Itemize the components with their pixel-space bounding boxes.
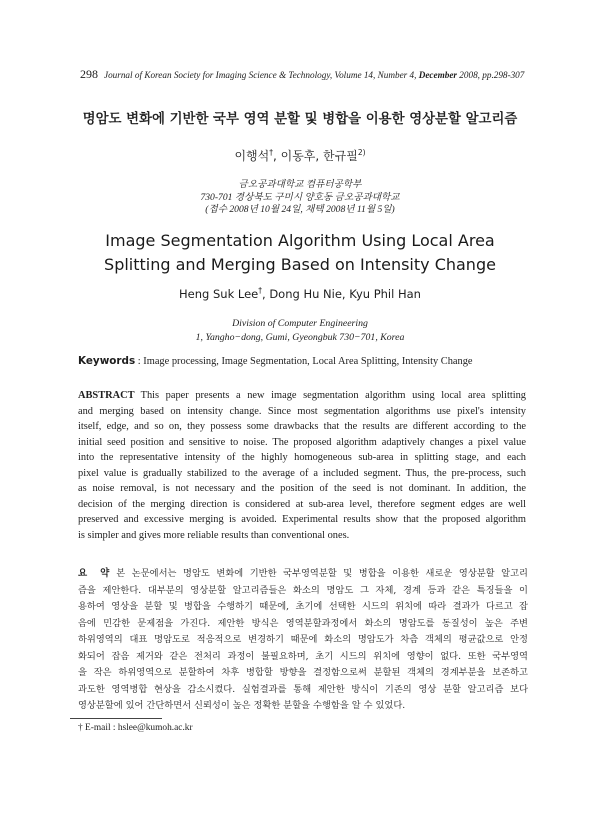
affiliation-line: Division of Computer Engineering [232, 318, 368, 329]
abstract-line: pixel value is gradually stabilized to the average of a included segment. Thus, the pre-process, such [78, 467, 526, 479]
abstract-line: ABSTRACT This paper presents a new image segmentation algorithm using local area splitting [78, 390, 526, 401]
corresponding-mark: † [269, 148, 273, 157]
footnote-email: † E-mail : hslee@kumoh.ac.kr [78, 723, 193, 733]
abstract-line: as noise removal, is not necessary and the position of the seed is not dominant. In addition, the [78, 483, 526, 495]
title-line: Image Segmentation Algorithm Using Local Area [105, 231, 495, 250]
korean-affiliation [0, 179, 600, 217]
korean-abstract-line: 영상분할에 있어 간단하면서 신뢰성이 높은 정확한 분할을 수행함을 알 수 있었다. [78, 700, 406, 711]
received-date: (접수 2008년 10월 24일, 채택 2008년 11월 5일) [205, 204, 395, 216]
abstract-label: ABSTRACT [78, 390, 135, 401]
english-affiliation [0, 317, 600, 345]
abstract-line: into the representative intensity of the highly homogeneous sub-area in splitting stage, and each [78, 452, 526, 464]
affiliation-line: 금오공과대학교 컴퓨터공학부 [238, 179, 362, 190]
korean-abstract-line: 하위영역의 대표 명암도로 적응적으로 변경하기 때문에 화소의 명암도가 차츰 객체의 평균값으로 안정 [78, 634, 528, 645]
keywords-label: Keywords [78, 355, 136, 367]
abstract-line: and merging based on intensity change. Since most segmentation algorithms use pixel's intensity [78, 405, 526, 417]
author-1: 이행석 [234, 149, 270, 163]
english-abstract [78, 388, 526, 543]
korean-abstract-line: 즘을 제안한다. 대부분의 영상분할 알고리즘들은 화소의 명암도 그 자체, 경계 등과 같은 특징들을 이 [78, 584, 528, 596]
author-note-mark: 2) [357, 148, 366, 157]
abstract-line: itself, edge, and so on, they possess some drawbacks that the results are different according to the [78, 421, 526, 433]
abstract-line: decision of the merging direction is considered at sub-area level, therefore segment edges are well [78, 498, 526, 510]
abstract-line: preserved and excessive merging is avoided. Experimental results show that the proposed algorithm [78, 514, 526, 526]
abstract-line: is simpler and gives more reliable results than conventional ones. [78, 529, 350, 541]
korean-abstract-line: 과도한 영역병합 현상을 감소시켰다. 실험결과를 통해 제안한 방식이 기존의 영상 분할 알고리즘 보다 [78, 683, 528, 695]
keywords: Keywords : Image processing, Image Segmentation, Local Area Splitting, Intensity Change [78, 355, 473, 367]
affiliation-line: 1, Yangho−dong, Gumi, Gyeongbuk 730−701, Korea [195, 332, 405, 343]
korean-abstract-label: 요 약 [78, 568, 113, 579]
running-head [80, 67, 540, 82]
author-1: Heng Suk Lee [179, 287, 259, 301]
korean-abstract-line: 음에 민감한 문제점을 가진다. 제안한 방식은 영역분할과정에서 화소의 명암도를 동질성이 높은 주변 [78, 617, 528, 629]
title-line: Splitting and Merging Based on Intensity Change [104, 255, 496, 274]
korean-authors: 이행석†, 이동후, 한규필$^{2)}$ [234, 148, 366, 163]
english-authors: Heng Suk Lee†, Dong Hu Nie, Kyu Phil Han [179, 286, 421, 301]
korean-abstract [78, 566, 528, 715]
affiliation-line: 730-701 경상북도 구미시 양호동 금오공과대학교 [200, 191, 400, 203]
page-number: 298 [80, 67, 98, 81]
korean-title: 명암도 변화에 기반한 국부 영역 분할 및 병합을 이용한 영상분할 알고리즘 [82, 112, 518, 127]
author-3: 한규필 [323, 149, 358, 163]
author-2: 이동후 [280, 149, 316, 163]
english-title [0, 229, 600, 277]
korean-abstract-line: 요 약 본 논문에서는 명암도 변화에 기반한 국부영역분할 및 병합을 이용한 새로운 영상분할 알고리 [78, 568, 528, 579]
abstract-line: initial seed position and sensitive to noise. The proposed algorithm adaptively changes a pixel value [78, 436, 526, 448]
journal-citation: Journal of Korean Society for Imaging Science & Technology, Volume 14, Number 4, December 2008, pp.298-307 [104, 70, 525, 80]
corresponding-mark: † [258, 286, 263, 296]
keywords-text: Image processing, Image Segmentation, Local Area Splitting, Intensity Change [143, 356, 473, 367]
korean-abstract-line: 용하여 영상을 분할 및 병합을 수행하기 때문에, 초기에 선택한 시드의 위치에 따라 결과가 다르고 잡 [78, 601, 528, 612]
footnote-divider [70, 718, 162, 719]
korean-abstract-line: 을 작은 하위영역으로 분할하여 차후 병합할 방향을 결정함으로써 분할된 객체의 경계부분을 보존하고 [78, 667, 528, 678]
korean-abstract-line: 화되어 잡음 제거와 같은 전처리 과정이 불필요하며, 초기 시드의 위치에 영향이 없다. 또한 국부영역 [78, 650, 528, 662]
